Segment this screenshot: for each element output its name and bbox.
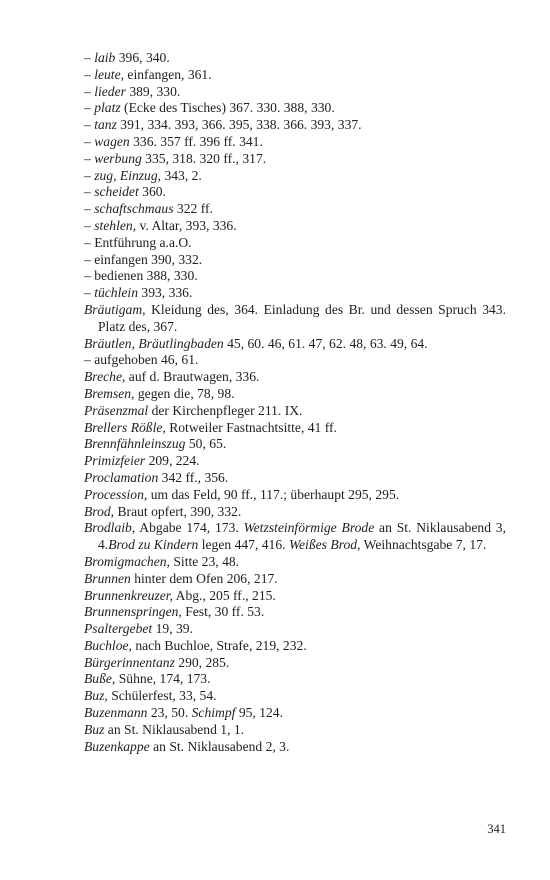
index-entry (84, 655, 506, 672)
entry-term: stehlen, (94, 217, 137, 233)
entry-text: legen 447, 416. (198, 537, 289, 553)
entry-text: 360. (138, 184, 166, 200)
index-entry (84, 252, 506, 269)
index-entry (84, 487, 506, 504)
entry-term: Weißes Brod, (288, 537, 361, 553)
entry-text: Fest, 30 ff. 53. (181, 604, 265, 620)
index-entry (84, 285, 506, 302)
entry-text: 336. 357 ff. 396 ff. 341. (129, 133, 263, 149)
entry-term: Brodlaib, (84, 520, 136, 536)
entry-text: – einfangen 390, 332. (84, 251, 203, 267)
entry-text: 335, 318. 320 ff., 317. (141, 150, 267, 166)
index-entry (84, 453, 506, 470)
entry-text: 290, 285. (174, 654, 230, 670)
entry-text: 209, 224. (145, 453, 200, 469)
entry-text: – (84, 66, 95, 82)
index-entry (84, 621, 506, 638)
entry-text: 50, 65. (185, 436, 227, 452)
index-entry (84, 117, 506, 134)
entry-term: scheidet (94, 184, 139, 200)
index-entry (84, 67, 506, 84)
entry-text: Kleidung des, 364. Einladung des Br. und dessen Spruch 343. Platz des, 367. (98, 301, 506, 334)
entry-term: Buzenkappe (84, 738, 150, 754)
entry-text: an St. Niklausabend 1, 1. (104, 721, 245, 737)
index-entry (84, 50, 506, 67)
entry-text: um das Feld, 90 ff., 117.; überhaupt 295, 295. (147, 486, 400, 502)
index-entry-list (84, 50, 506, 755)
index-entry (84, 722, 506, 739)
entry-text: – (84, 133, 95, 149)
entry-term: Buzenmann (84, 705, 148, 721)
index-entry (84, 369, 506, 386)
entry-term: Brunnenkreuzer, (84, 587, 173, 603)
entry-text: – (84, 150, 95, 166)
index-entry (84, 588, 506, 605)
entry-text: – (84, 117, 95, 133)
entry-text: einfangen, 361. (124, 66, 212, 82)
entry-text: 19, 39. (152, 621, 193, 637)
index-entry (84, 688, 506, 705)
entry-term: Bromigmachen, (84, 553, 170, 569)
entry-term: schaftschmaus (94, 201, 174, 217)
entry-text: 322 ff. (173, 201, 213, 217)
entry-term: Präsenzmal (84, 402, 149, 418)
entry-text: Rotweiler Fastnachtsitte, 41 ff. (165, 419, 337, 435)
page-number: 341 (487, 822, 506, 836)
entry-text: nach Buchloe, Strafe, 219, 232. (131, 637, 307, 653)
entry-term: Buz (84, 721, 105, 737)
entry-term: lieder (94, 83, 126, 99)
index-entry (84, 571, 506, 588)
entry-term: tüchlein (94, 285, 138, 301)
entry-text: Schülerfest, 33, 54. (107, 688, 217, 704)
index-entry (84, 218, 506, 235)
index-entry (84, 554, 506, 571)
entry-term: leute, (94, 66, 125, 82)
index-entry (84, 235, 506, 252)
entry-term: Buz, (84, 688, 108, 704)
index-entry (84, 201, 506, 218)
entry-text: 396, 340. (115, 50, 170, 65)
entry-term: Schimpf (191, 705, 236, 721)
index-entry (84, 604, 506, 621)
index-entry (84, 420, 506, 437)
entry-term: laib (94, 50, 116, 65)
entry-text: der Kirchenpfleger 211. IX. (148, 402, 303, 418)
entry-text: 23, 50. (147, 705, 192, 721)
entry-term: Bürgerinnentanz (84, 654, 175, 670)
index-entry (84, 705, 506, 722)
entry-text: Abg., 205 ff., 215. (172, 587, 276, 603)
index-entry (84, 84, 506, 101)
index-entry (84, 184, 506, 201)
index-entry (84, 168, 506, 185)
index-entry (84, 134, 506, 151)
entry-term: Buße, (84, 671, 116, 687)
entry-text: (Ecke des Tisches) 367. 330. 388, 330. (120, 100, 335, 116)
entry-term: zug, Einzug, (94, 167, 162, 183)
index-entry (84, 268, 506, 285)
entry-term: Breche, (84, 369, 126, 385)
entry-text: – (84, 184, 95, 200)
entry-term: Primizfeier (84, 453, 146, 469)
entry-text: 342 ff., 356. (158, 469, 229, 485)
entry-term: Brod zu Kindern (108, 537, 199, 553)
entry-text: 45, 60. 46, 61. 47, 62. 48, 63. 49, 64. (223, 335, 428, 351)
index-page (84, 50, 506, 755)
entry-term: tanz (94, 117, 117, 133)
index-entry (84, 386, 506, 403)
entry-term: Brennfähnleinszug (84, 436, 186, 452)
entry-term: Brunnen (84, 570, 131, 586)
entry-text: Abgabe 174, 173. (135, 520, 244, 536)
index-entry (84, 151, 506, 168)
entry-text: – (84, 167, 95, 183)
entry-text: – (84, 50, 95, 65)
entry-term: wagen (94, 133, 130, 149)
entry-term: Psaltergebet (84, 621, 153, 637)
entry-text: Sitte 23, 48. (169, 553, 240, 569)
entry-text: 393, 336. (138, 285, 193, 301)
index-entry (84, 671, 506, 688)
entry-text: gegen die, 78, 98. (134, 385, 235, 401)
entry-term: Bremsen, (84, 385, 135, 401)
entry-term: Wetzsteinförmige Brode (243, 520, 375, 536)
entry-text: – (84, 100, 95, 116)
entry-text: 95, 124. (235, 705, 283, 721)
entry-text: an St. Niklausabend 2, 3. (149, 738, 290, 754)
entry-term: werbung (94, 150, 142, 166)
index-entry (84, 403, 506, 420)
index-entry (84, 302, 506, 336)
entry-text: – (84, 285, 95, 301)
entry-text: hinter dem Ofen 206, 217. (130, 570, 278, 586)
index-entry (84, 638, 506, 655)
index-entry (84, 520, 506, 554)
entry-text: 343, 2. (161, 167, 202, 183)
entry-text: – aufgehoben 46, 61. (84, 352, 199, 368)
entry-text: – (84, 201, 95, 217)
index-entry (84, 504, 506, 521)
entry-term: Brunnenspringen, (84, 604, 182, 620)
index-entry (84, 470, 506, 487)
entry-term: Bräutlen, Bräutlingbaden (84, 335, 224, 351)
entry-text: – (84, 217, 95, 233)
index-entry (84, 739, 506, 756)
entry-term: Brod, (84, 503, 115, 519)
index-entry (84, 100, 506, 117)
entry-text: Weihnachtsgabe 7, 17. (360, 537, 487, 553)
entry-term: Bräutigam, (84, 301, 146, 317)
entry-term: platz (94, 100, 121, 116)
entry-term: Buchloe, (84, 637, 132, 653)
entry-text: – bedienen 388, 330. (84, 268, 198, 284)
entry-text: – Entführung a.a.O. (84, 234, 192, 250)
entry-term: Proclamation (84, 469, 159, 485)
entry-term: Procession, (84, 486, 148, 502)
entry-text: 389, 330. (125, 83, 181, 99)
index-entry (84, 336, 506, 353)
entry-text: 391, 334. 393, 366. 395, 338. 366. 393, 337. (116, 117, 362, 133)
entry-text: Sühne, 174, 173. (115, 671, 211, 687)
entry-text: an St. Niklausabend 3, 4. (98, 520, 506, 553)
entry-text: – (84, 83, 95, 99)
entry-text: v. Altar, 393, 336. (136, 217, 237, 233)
entry-term: Brellers Rößle, (84, 419, 166, 435)
entry-text: Braut opfert, 390, 332. (114, 503, 242, 519)
index-entry (84, 436, 506, 453)
entry-text: auf d. Brautwagen, 336. (125, 369, 260, 385)
index-entry (84, 352, 506, 369)
